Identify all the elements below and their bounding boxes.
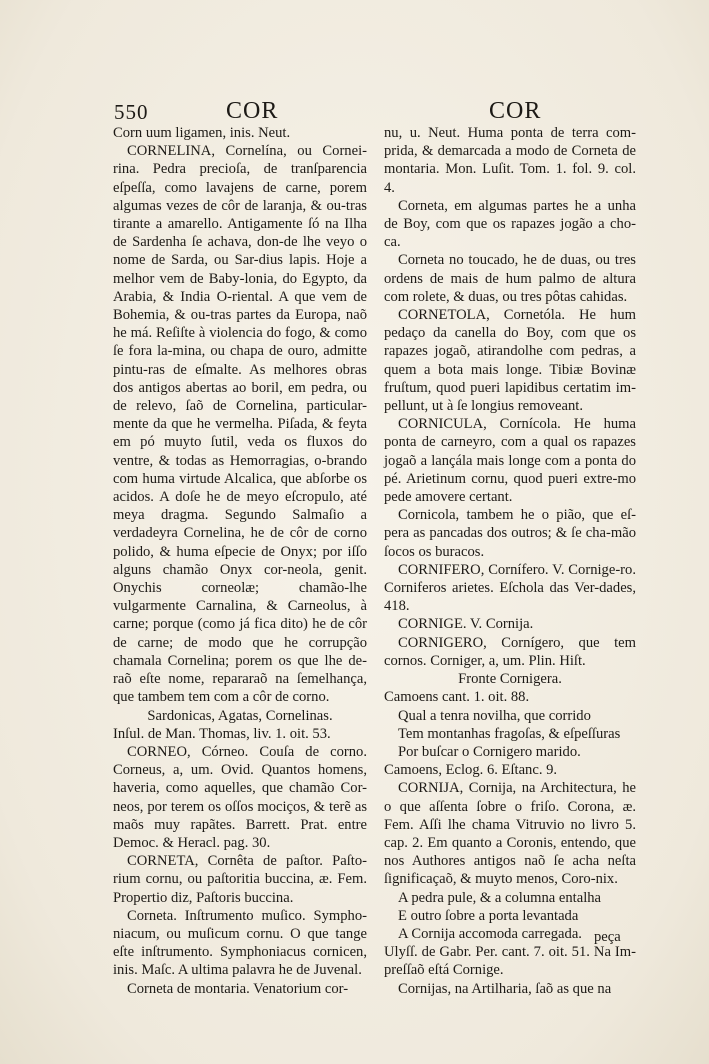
verse-line: Por buſcar o Cornigero marido. — [398, 743, 581, 760]
entry-corneta-boy: Corneta, em algumas partes he a unha de Boy, com que os rapazes jogão a cho-ca. — [384, 197, 636, 251]
entry-cornige: CORNIGE. V. Cornija. — [398, 616, 534, 633]
left-column — [113, 124, 367, 998]
entry-cornigero: CORNIGERO, Cornígero, que tem cornos. Corniger, a, um. Plin. Hiſt. — [384, 634, 636, 669]
entry-corneta-montaria: Corneta de montaria. Venatorium cor- — [127, 980, 349, 997]
verse-line: E outro ſobre a porta levantada — [398, 907, 579, 924]
citation: Camoens, Eclog. 6. Eſtanc. 9. — [384, 762, 558, 779]
entry-cornijas: Cornijas, na Artilharia, ſaõ as que na — [398, 980, 612, 997]
entry-cornelina: CORNELINA, Cornelína, ou Cornei-rina. Pedra precioſa, de tranſparencia eſpeſſa, como lavajens de carne, porem algumas vezes de côr de laranja, & ou-tras tirante a amarello. Antigamente ſó na Ilha de Sardenha ſe achava, don-de lhe veyo o nome de Sarda, ou Sar-dius lapis. Hoje a melhor vem de Baby-lonia, do Egypto, da Arabia, & India O-riental. A que vem de Bohemia, & ou-tras partes da Europa, naõ he má. Reſiſte à violencia do fogo, & como ſe fora la-mina, ou chapa de ouro, admitte pintu-ras de eſmalte. As melhores obras dos antigos abertas ao boril, em pedra, ou de relevo, ſaõ de Cornelina, particular-mente da que he vermelha. Piſada, & feyta em pó muyto ſutil, veda os fluxos do ventre, & todas as Hemorragias, o-brando com huma virtude Alcalica, que abſorbe os acidos. A doſe he de meyo eſcropulo, até meya dragma. Segundo Salmaſio a verdadeyra Cornelina, he de côr de corno polido, & huma eſpecie de Onyx; por iſſo alguns chamão Onyx cor-neola, genit. Onychis corneolæ; chamão-lhe vulgarmente Carnalina, & Carneolus, à carne; porque (como já fica dito) he de côr de carne; de modo que he corrupção chamala Cornelina; porem os que lhe de-raõ eſte nome, repararaõ na ſemelhança, que tambem tem com a côr de corno. — [113, 143, 367, 706]
running-head-right: COR — [489, 98, 542, 124]
right-column — [384, 124, 636, 998]
page-number: 550 — [114, 100, 149, 124]
entry-text: Corn uum ligamen, inis. Neut. — [113, 125, 291, 141]
verse-line: A Cornija accomoda carregada. — [398, 925, 582, 942]
entry-text: nu, u. Neut. Huma ponta de terra com-prida, & demarcada a modo de Corneta de montaria. Mon. Luſit. Tom. 1. fol. 9. col. 4. — [384, 125, 636, 196]
verse-line: Fronte Cornigera. — [458, 671, 562, 688]
verse-line: Qual a tenra novilha, que corrido — [398, 707, 591, 724]
entry-cornifero: CORNIFERO, Cornífero. V. Cornige-ro. Corniferos arietes. Eſchola das Ver-dades, 418. — [384, 561, 636, 615]
entry-cornicola: Cornicola, tambem he o pião, que eſ-pera as pancadas dos outros; & ſe cha-mão ſocos os buracos. — [384, 507, 636, 560]
entry-corneta-instrument: Corneta. Inſtrumento muſico. Sympho-niacum, ou muſicum cornu. O que tange eſte inſtrumento. Symphoniacus cornicen, inis. Maſc. A ultima palavra he de Juvenal. — [113, 907, 367, 979]
running-head-left: COR — [226, 98, 279, 124]
entry-cornetola: CORNETOLA, Cornetóla. He hum pedaço da canella do Boy, com que os rapazes jogaõ, atirandolhe com pedras, a quem a bota mais longe. Tibiæ Bovinæ fruſtum, quod pueri lapidibus certatim im-pellunt, ut à ſe longius removeant. — [384, 307, 636, 415]
entry-cornija: CORNIJA, Cornija, na Architectura, he o que aſſenta ſobre o friſo. Corona, æ. Fem. Aſſi lhe chama Vitruvio no livro 5. cap. 2. Em quanto a Coronis, entendo, que nos Authores antigos naõ ſe acha neſta ſignificaçaõ, & muyto menos, Coro-nix. — [384, 780, 636, 888]
catchword: peça — [594, 929, 621, 945]
entry-corneta: CORNETA, Cornêta de paſtor. Paſto-rium cornu, ou paſtoritia buccina, æ. Fem. Propertio diz, Paſtoris buccina. — [113, 853, 367, 906]
verse-line: Sardonicas, Agatas, Cornelinas. — [147, 707, 333, 724]
entry-corneta-toucado: Corneta no toucado, he de duas, ou tres ordens de mais de hum palmo de altura com rolete, & duas, ou tres pôtas cahidas. — [384, 252, 636, 305]
citation: Camoens cant. 1. oit. 88. — [384, 689, 530, 706]
entry-cornicula: CORNICULA, Cornícola. He huma ponta de carneyro, com a qual os rapazes jogaõ a lançála mais longe com a ponta do pé. Arietinum cornu, quod pueri extre-mo pede amovere certant. — [384, 416, 636, 506]
citation: Inſul. de Man. Thomas, liv. 1. oit. 53. — [113, 725, 331, 742]
verse-line: Tem montanhas fragoſas, & eſpeſſuras — [398, 725, 621, 742]
citation: Ulyſſ. de Gabr. Per. cant. 7. oit. 51. Na Im-preſſaõ eſtá Cornige. — [384, 944, 636, 979]
verse-line: A pedra pule, & a columna entalha — [398, 889, 602, 906]
entry-corneo: CORNEO, Córneo. Couſa de corno. Corneus, a, um. Ovid. Quantos homens, haveria, como aquelles, que chamão Cor-neos, por terem os oſſos mociços, & terẽ as maõs muy rapãtes. Barrett. Prat. entre Democ. & Heracl. pag. 30. — [113, 743, 367, 851]
